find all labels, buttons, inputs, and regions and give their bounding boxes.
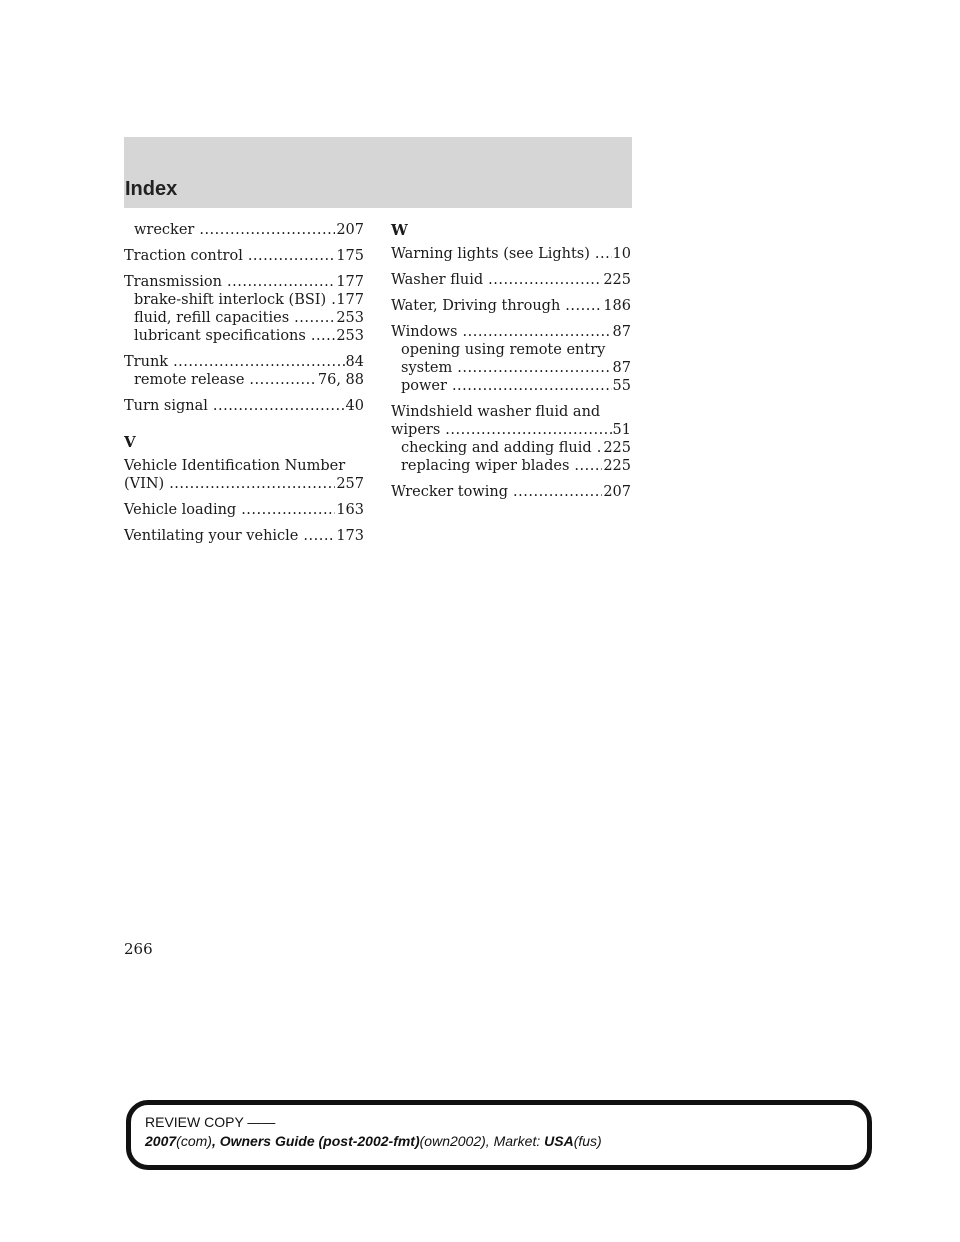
section-title: Index [125, 178, 178, 200]
dot-leader [311, 327, 335, 345]
index-entry [124, 397, 364, 415]
dot-leader [199, 221, 335, 239]
index-entry [124, 527, 364, 545]
entry-term: fluid, refill capacities [134, 310, 290, 326]
dot-leader [565, 297, 602, 315]
dot-leader [248, 247, 335, 265]
entry-page: 40 [345, 398, 364, 414]
footer-year: 2007 [145, 1133, 177, 1149]
entry-term: Vehicle loading [124, 502, 237, 518]
entry-page: 207 [603, 484, 631, 500]
entry-page: 186 [603, 298, 631, 314]
entry-term: lubricant specifications [134, 328, 306, 344]
index-entry [391, 421, 631, 439]
index-entry [124, 291, 364, 309]
entry-group [391, 245, 631, 341]
entry-group [391, 439, 631, 501]
dot-leader [173, 353, 344, 371]
index-column-left [124, 221, 364, 545]
entry-term: power [401, 378, 447, 394]
index-entry [391, 245, 631, 263]
index-entry [391, 439, 631, 457]
entry-term: Warning lights (see Lights) [391, 246, 590, 262]
dot-leader [574, 457, 602, 475]
letter-heading-v: V [124, 433, 136, 451]
entry-term: wrecker [134, 222, 195, 238]
entry-page: 76, 88 [317, 372, 364, 388]
dot-leader [249, 371, 316, 389]
entry-term: Turn signal [124, 398, 208, 414]
entry-term: Transmission [124, 274, 223, 290]
entry-page: 84 [345, 354, 364, 370]
review-copy-label: REVIEW COPY —— [145, 1114, 276, 1130]
index-entry [124, 501, 364, 519]
entry-page: 257 [336, 476, 364, 492]
dot-leader [513, 483, 602, 501]
entry-page: 10 [612, 246, 631, 262]
letter-heading-w: W [391, 221, 408, 239]
entry-page: 177 [336, 292, 364, 308]
entry-term: brake-shift interlock (BSI) [134, 292, 327, 308]
entry-term: checking and adding fluid [401, 440, 592, 456]
dot-leader [294, 309, 335, 327]
index-entry [124, 475, 364, 493]
index-column-right [391, 221, 631, 501]
dot-leader [452, 377, 612, 395]
dot-leader [595, 245, 612, 263]
entry-term: Traction control [124, 248, 243, 264]
entry-term: Washer fluid [391, 272, 484, 288]
entry-term: Windows [391, 324, 458, 340]
index-entry [124, 273, 364, 291]
footer-own: (own2002) [419, 1133, 486, 1149]
entry-term: Wrecker towing [391, 484, 509, 500]
entry-term: wipers [391, 422, 441, 438]
dot-leader [213, 397, 345, 415]
index-entry [124, 247, 364, 265]
entry-term: replacing wiper blades [401, 458, 570, 474]
footer-com: (com) [176, 1133, 212, 1149]
index-entry [391, 323, 631, 341]
dot-leader [227, 273, 335, 291]
footer-market-label: , Market: [485, 1133, 545, 1149]
index-entry [391, 297, 631, 315]
entry-page: 207 [336, 222, 364, 238]
entry-group [124, 501, 364, 545]
index-entry [391, 271, 631, 289]
dot-leader [488, 271, 602, 289]
index-entry [124, 309, 364, 327]
entry-page: 225 [603, 272, 631, 288]
footer-guide: , Owners Guide (post-2002-fmt) [211, 1133, 420, 1149]
index-entry [391, 457, 631, 475]
dot-leader [303, 527, 335, 545]
entry-term: Water, Driving through [391, 298, 561, 314]
index-entry [391, 377, 631, 395]
index-entry-line: Vehicle Identification Number [124, 458, 346, 474]
entry-page: 51 [612, 422, 631, 438]
entry-page: 225 [603, 440, 631, 456]
entry-term: system [401, 360, 453, 376]
review-copy-details [145, 1133, 602, 1149]
dot-leader [457, 359, 611, 377]
footer-fus: (fus) [573, 1133, 602, 1149]
entry-term: (VIN) [124, 476, 165, 492]
entry-page: 87 [612, 360, 631, 376]
dot-leader [463, 323, 612, 341]
entry-term: remote release [134, 372, 245, 388]
dot-leader [241, 501, 335, 519]
entry-page: 253 [336, 328, 364, 344]
entry-page: 177 [336, 274, 364, 290]
index-entry-line: Windshield washer fluid and [391, 404, 601, 420]
index-entry [124, 221, 364, 239]
entry-page: 87 [612, 324, 631, 340]
review-copy-box [126, 1100, 872, 1170]
page-number: 266 [124, 940, 153, 958]
index-entry [124, 371, 364, 389]
dot-leader [445, 421, 611, 439]
entry-page: 55 [612, 378, 631, 394]
entry-page: 225 [603, 458, 631, 474]
index-entry [124, 353, 364, 371]
dot-leader [169, 475, 335, 493]
index-entry [391, 483, 631, 501]
entry-term: Trunk [124, 354, 169, 370]
index-entry [391, 359, 631, 377]
entry-term: Ventilating your vehicle [124, 528, 299, 544]
entry-page: 175 [336, 248, 364, 264]
entry-group [124, 221, 364, 415]
index-entry-line: opening using remote entry [401, 342, 606, 358]
dot-leader [331, 291, 335, 309]
entry-page: 173 [336, 528, 364, 544]
header-band [124, 137, 632, 208]
dot-leader [597, 439, 603, 457]
entry-page: 163 [336, 502, 364, 518]
entry-page: 253 [336, 310, 364, 326]
index-entry [124, 327, 364, 345]
footer-market: USA [544, 1133, 574, 1149]
